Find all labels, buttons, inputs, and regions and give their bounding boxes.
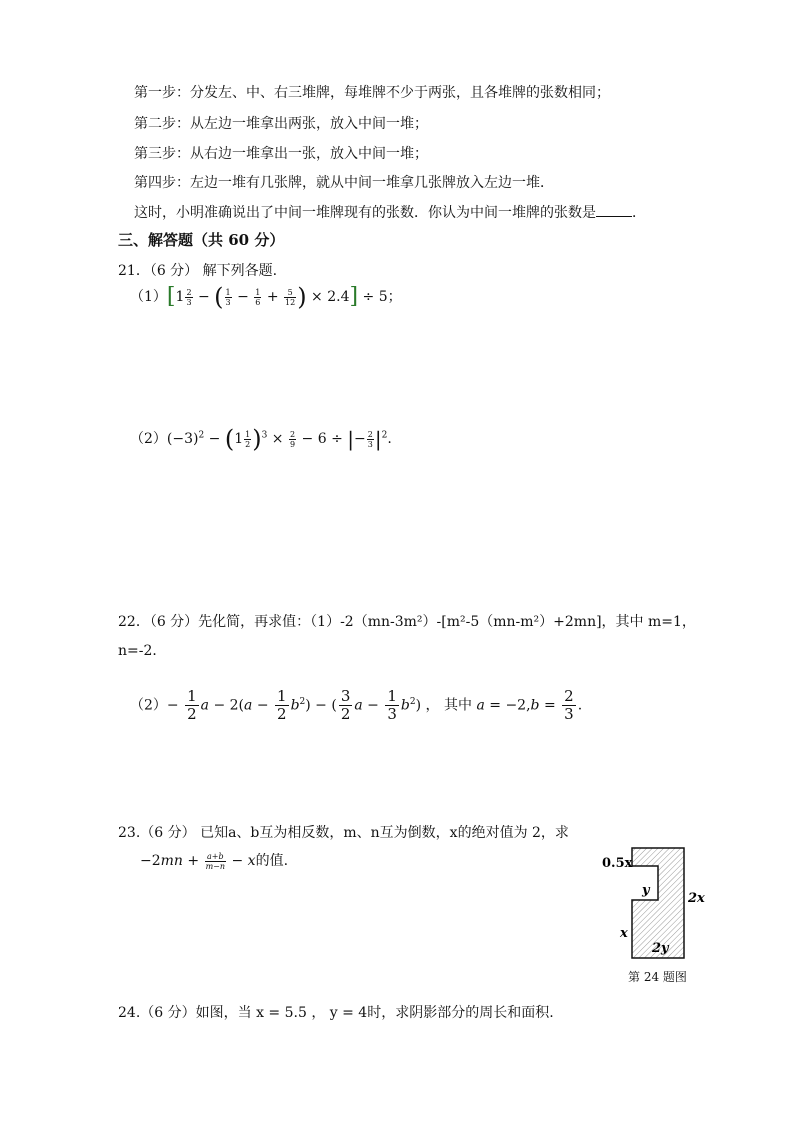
q22-where: ， 其中 <box>425 697 472 714</box>
section-title: 三、解答题（共 60 分） <box>118 231 285 249</box>
conclusion-text: 这时，小明准确说出了中间一堆牌现有的张数．你认为中间一堆牌的张数是 <box>134 205 596 221</box>
step-4: 第四步：左边一堆有几张牌，就从中间一堆拿几张牌放入左边一堆． <box>134 175 554 191</box>
label-bottom: 2y <box>652 941 669 956</box>
label-inner: y <box>642 883 650 898</box>
q23-line2: −2mn + $\frac{a+b}{m-n}$ − x的值. <box>140 851 289 871</box>
conclusion <box>134 202 646 222</box>
q23-line1: 23.（6 分） 已知a、b互为相反数，m、n互为倒数，x的绝对值为 2，求 <box>118 825 569 841</box>
label-top: 0.5x <box>602 856 633 871</box>
conclusion-end: ． <box>632 205 646 221</box>
q22-line2: n=-2． <box>118 643 167 659</box>
q22-line1: 22．（6 分）先化简，再求值：（1）-2（mn-3m²）-[m²-5（mn-m²）+2mn]，其中 m=1， <box>118 614 696 630</box>
q21-part2: $(2)(-3)^2 - (1$ $\frac{1}{2}$ )$^3$ × $\frac{2}{9}$ − 6 ÷ |− $\frac{2}{3}$ $|^2$. <box>130 425 392 453</box>
q24-figure <box>598 840 718 965</box>
q22-part2-label: （2） <box>130 697 167 714</box>
q24-text: 24.（6 分）如图，当 x = 5.5 ， y = 4时，求阴影部分的周长和面积. <box>118 1005 554 1021</box>
left-bracket: [ <box>166 284 176 309</box>
q23-line2-suffix: 的值. <box>255 853 289 869</box>
label-left: x <box>620 926 628 941</box>
right-bracket: ] <box>349 284 359 309</box>
step-2: 第二步：从左边一堆拿出两张，放入中间一堆； <box>134 116 428 132</box>
figure-caption: 第 24 题图 <box>628 970 687 984</box>
q21-title: 21．（6 分） 解下列各题. <box>118 263 278 279</box>
label-right: 2x <box>688 891 705 906</box>
q21-part2-label: （2） <box>130 431 167 447</box>
q21-part1: （1）[1 $\frac{2}{3}$ − ( $\frac{1}{3}$ − $\frac{1}{6}$ + $\frac{5}{12}$ ) × 2.4] ÷ 5； <box>130 283 402 311</box>
answer-blank <box>596 204 632 217</box>
step-3: 第三步：从右边一堆拿出一张，放入中间一堆； <box>134 146 428 162</box>
q22-part2: （2）− $\frac{1}{2}$ a − 2(a − $\frac{1}{2}$ $b^2$) − ( $\frac{3}{2}$ a − $\frac{1}{3}$ $b^2$) ， 其中 a = −2,b = $\frac{2}{3}$ . <box>130 687 583 723</box>
q21-part1-label: （1） <box>130 289 167 305</box>
step-1: 第一步：分发左、中、右三堆牌，每堆牌不少于两张，且各堆牌的张数相同； <box>134 85 610 101</box>
